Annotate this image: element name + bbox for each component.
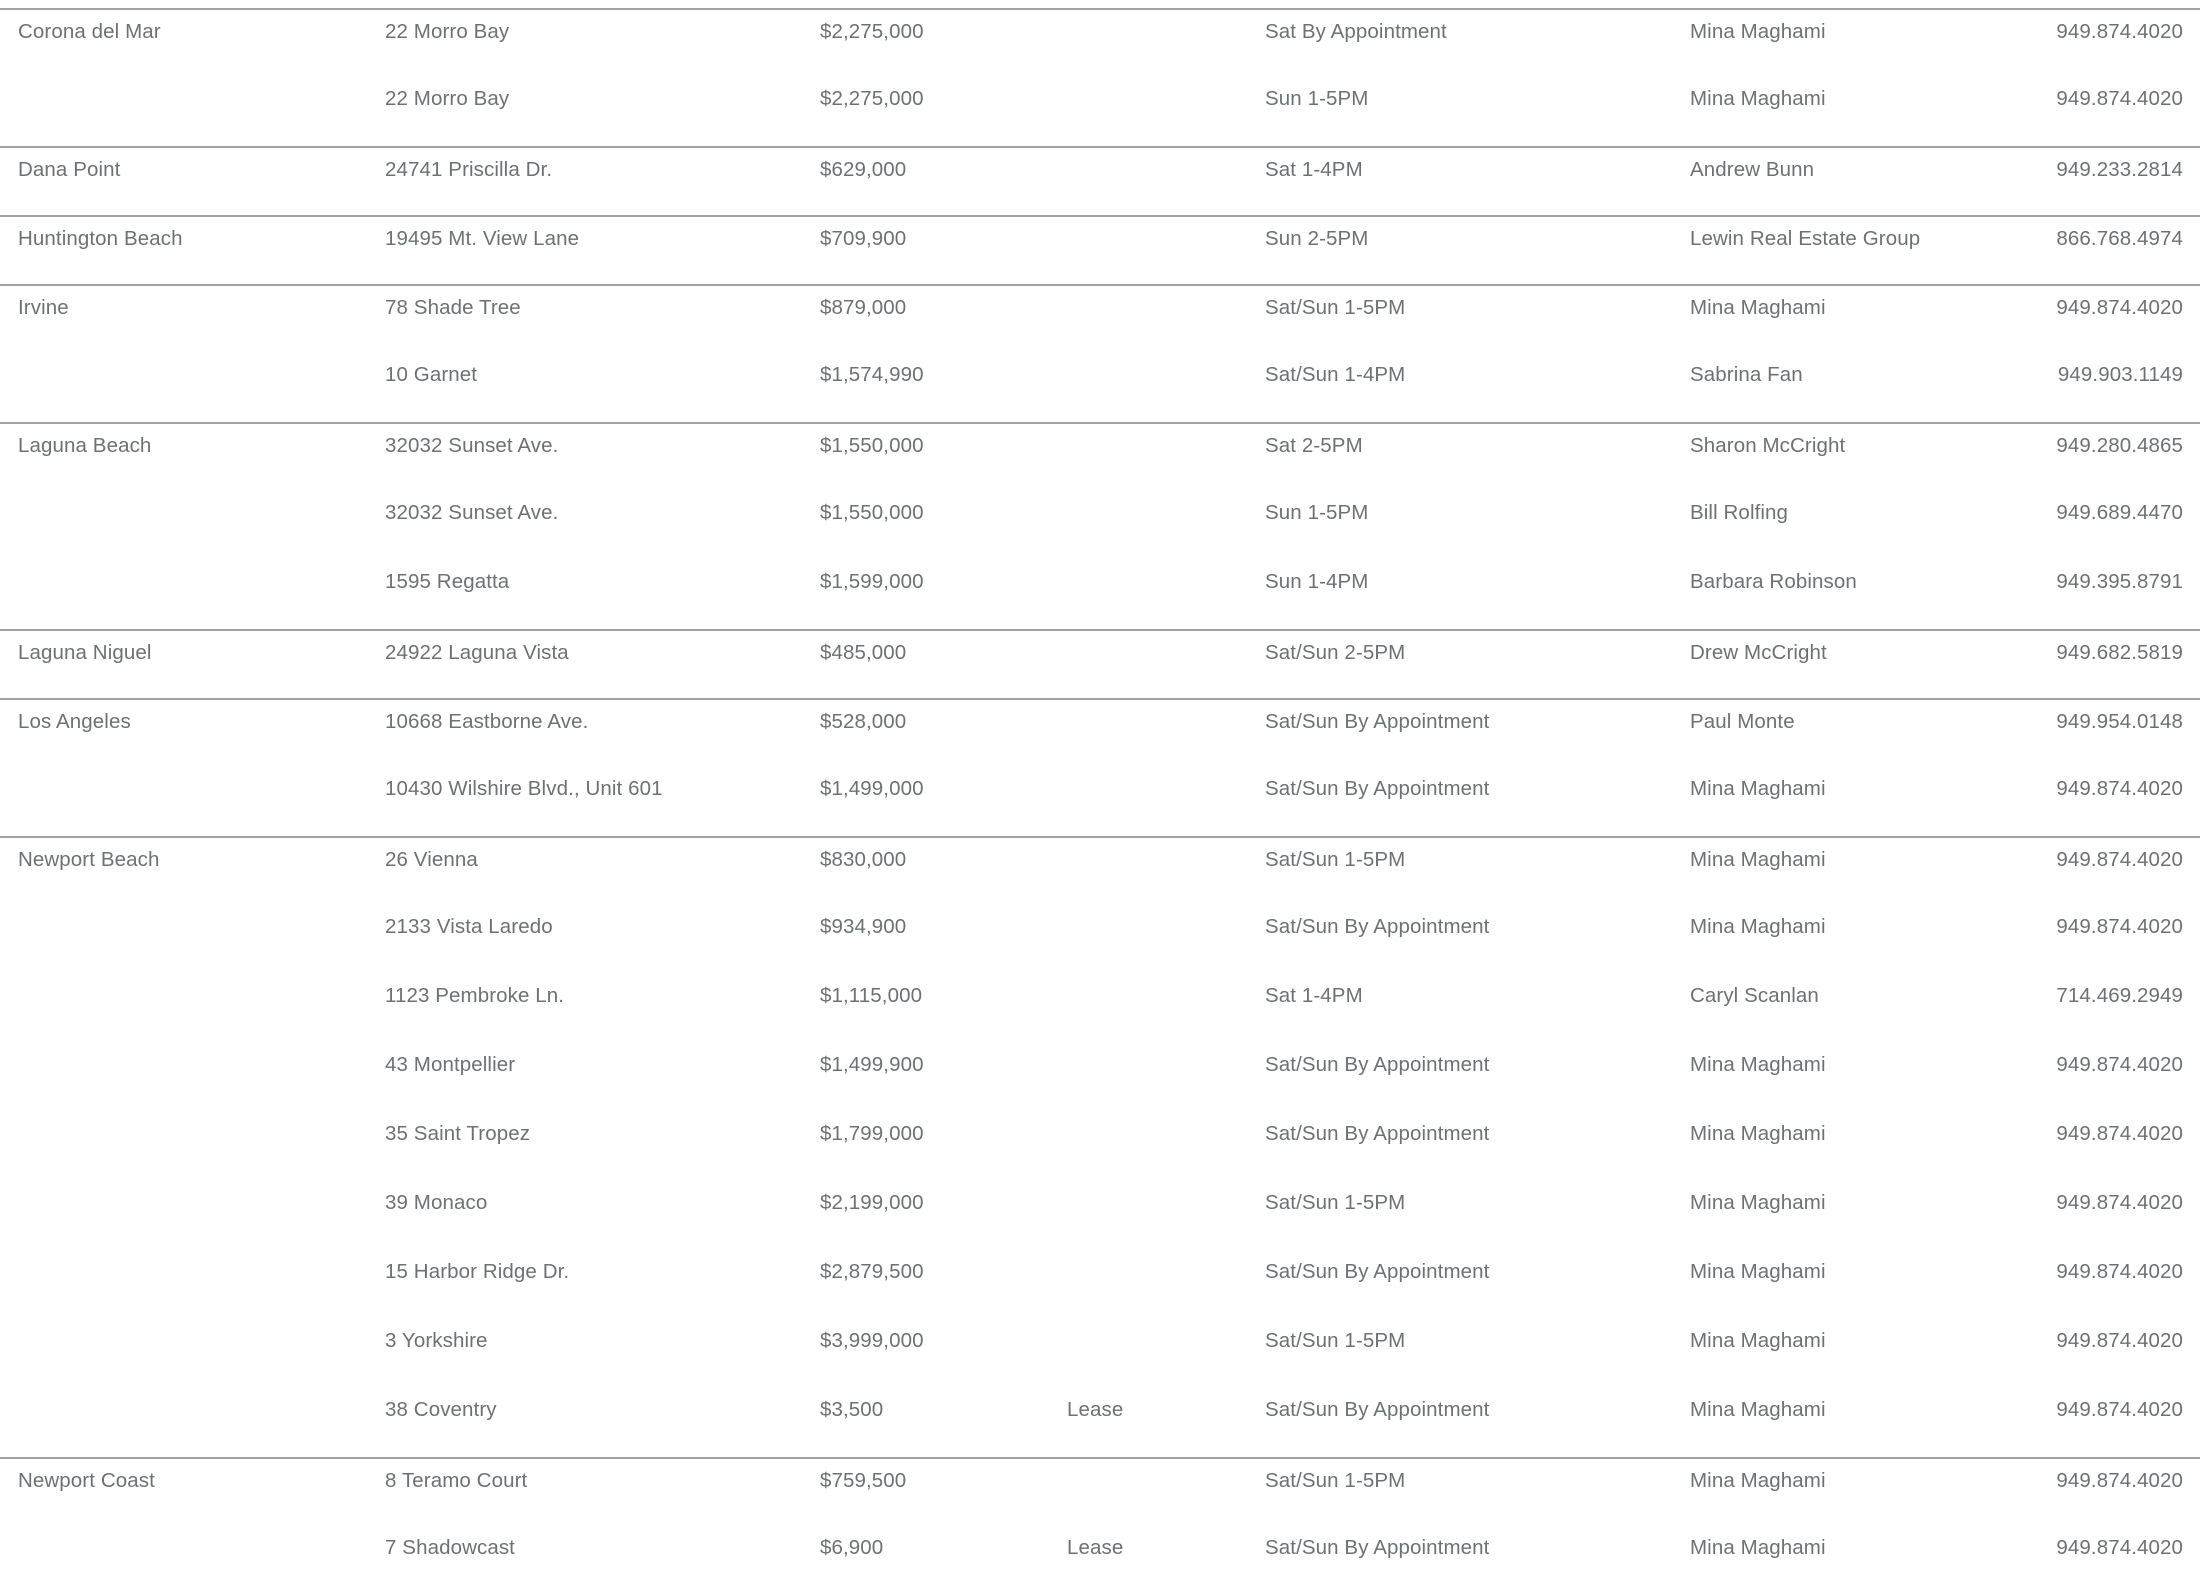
phone-cell: 949.874.4020 <box>2056 296 2183 319</box>
listing-row <box>0 1526 2200 1595</box>
lease-cell <box>1067 1250 1265 1319</box>
lease-cell <box>1067 424 1265 491</box>
time-cell: Sat 1-4PM <box>1265 984 1363 1007</box>
city-cell: Los Angeles <box>18 710 131 733</box>
agent-cell: Mina Maghami <box>1690 1536 1826 1559</box>
listing-row <box>0 353 2200 422</box>
phone-cell: 949.874.4020 <box>2056 915 2183 938</box>
agent-cell: Bill Rolfing <box>1690 501 1789 524</box>
agent-cell: Mina Maghami <box>1690 1053 1826 1076</box>
time-cell: Sat/Sun 1-5PM <box>1265 1329 1406 1352</box>
phone-cell: 949.233.2814 <box>2056 158 2183 181</box>
time-cell: Sun 2-5PM <box>1265 227 1369 250</box>
listing-row <box>0 1457 2200 1526</box>
lease-cell <box>1067 77 1265 146</box>
address-cell: 32032 Sunset Ave. <box>385 501 559 524</box>
agent-cell: Lewin Real Estate Group <box>1690 227 1921 250</box>
listing-row <box>0 284 2200 353</box>
phone-cell: 949.874.4020 <box>2056 1260 2183 1283</box>
phone-cell: 866.768.4974 <box>2056 227 2183 250</box>
listing-row <box>0 422 2200 491</box>
phone-cell: 949.874.4020 <box>2056 1398 2183 1421</box>
agent-cell: Mina Maghami <box>1690 1469 1826 1492</box>
agent-cell: Drew McCright <box>1690 641 1827 664</box>
phone-cell: 949.874.4020 <box>2056 1191 2183 1214</box>
lease-cell <box>1067 974 1265 1043</box>
city-cell <box>0 491 385 560</box>
listing-row <box>0 1319 2200 1388</box>
time-cell: Sun 1-4PM <box>1265 570 1369 593</box>
address-cell: 22 Morro Bay <box>385 87 510 110</box>
listing-row <box>0 77 2200 146</box>
time-cell: Sat 1-4PM <box>1265 158 1363 181</box>
city-cell: Newport Coast <box>18 1469 155 1492</box>
agent-cell: Andrew Bunn <box>1690 158 1815 181</box>
agent-cell: Mina Maghami <box>1690 915 1826 938</box>
price-cell: $1,550,000 <box>820 434 924 457</box>
time-cell: Sat/Sun 1-5PM <box>1265 848 1406 871</box>
phone-cell: 949.682.5819 <box>2056 641 2183 664</box>
price-cell: $3,999,000 <box>820 1329 924 1352</box>
phone-cell: 714.469.2949 <box>2056 984 2183 1007</box>
city-cell <box>0 1112 385 1181</box>
listing-row <box>0 698 2200 767</box>
address-cell: 10430 Wilshire Blvd., Unit 601 <box>385 777 663 800</box>
time-cell: Sat/Sun By Appointment <box>1265 777 1490 800</box>
listing-row <box>0 491 2200 560</box>
time-cell: Sat/Sun By Appointment <box>1265 915 1490 938</box>
address-cell: 22 Morro Bay <box>385 20 510 43</box>
city-cell: Huntington Beach <box>18 227 183 250</box>
listing-row <box>0 560 2200 629</box>
listing-row <box>0 836 2200 905</box>
city-cell <box>0 1319 385 1388</box>
phone-cell: 949.874.4020 <box>2056 20 2183 43</box>
lease-cell <box>1067 1043 1265 1112</box>
phone-cell: 949.689.4470 <box>2056 501 2183 524</box>
address-cell: 19495 Mt. View Lane <box>385 227 580 250</box>
agent-cell: Paul Monte <box>1690 710 1795 733</box>
time-cell: Sat/Sun 1-5PM <box>1265 1469 1406 1492</box>
price-cell: $485,000 <box>820 641 907 664</box>
time-cell: Sun 1-5PM <box>1265 87 1369 110</box>
lease-cell <box>1067 10 1265 77</box>
city-cell <box>0 353 385 422</box>
lease-cell <box>1067 631 1265 698</box>
price-cell: $1,574,990 <box>820 363 924 386</box>
price-cell: $879,000 <box>820 296 907 319</box>
lease-cell <box>1067 1181 1265 1250</box>
city-cell: Corona del Mar <box>18 20 161 43</box>
agent-cell: Mina Maghami <box>1690 20 1826 43</box>
price-cell: $2,199,000 <box>820 1191 924 1214</box>
phone-cell: 949.874.4020 <box>2056 1536 2183 1559</box>
listing-row <box>0 215 2200 284</box>
address-cell: 7 Shadowcast <box>385 1536 515 1559</box>
phone-cell: 949.395.8791 <box>2056 570 2183 593</box>
agent-cell: Mina Maghami <box>1690 1122 1826 1145</box>
listing-row <box>0 1250 2200 1319</box>
listing-row <box>0 1112 2200 1181</box>
price-cell: $528,000 <box>820 710 907 733</box>
city-cell <box>0 1388 385 1457</box>
agent-cell: Mina Maghami <box>1690 848 1826 871</box>
listing-row <box>0 974 2200 1043</box>
address-cell: 35 Saint Tropez <box>385 1122 531 1145</box>
price-cell: $830,000 <box>820 848 907 871</box>
address-cell: 78 Shade Tree <box>385 296 521 319</box>
address-cell: 2133 Vista Laredo <box>385 915 553 938</box>
address-cell: 15 Harbor Ridge Dr. <box>385 1260 570 1283</box>
lease-cell <box>1067 353 1265 422</box>
lease-cell <box>1067 491 1265 560</box>
price-cell: $629,000 <box>820 158 907 181</box>
lease-cell <box>1067 148 1265 215</box>
lease-cell <box>1067 838 1265 905</box>
phone-cell: 949.903.1149 <box>2057 363 2183 386</box>
agent-cell: Barbara Robinson <box>1690 570 1857 593</box>
time-cell: Sat/Sun By Appointment <box>1265 1122 1490 1145</box>
city-cell: Laguna Beach <box>18 434 152 457</box>
phone-cell: 949.874.4020 <box>2056 1469 2183 1492</box>
price-cell: $1,599,000 <box>820 570 924 593</box>
time-cell: Sat/Sun By Appointment <box>1265 710 1490 733</box>
lease-cell: Lease <box>1067 1536 1124 1559</box>
price-cell: $934,900 <box>820 915 907 938</box>
city-cell <box>0 1043 385 1112</box>
agent-cell: Sharon McCright <box>1690 434 1846 457</box>
listing-row <box>0 8 2200 77</box>
city-cell <box>0 767 385 836</box>
time-cell: Sat/Sun By Appointment <box>1265 1260 1490 1283</box>
city-cell <box>0 905 385 974</box>
price-cell: $2,275,000 <box>820 87 924 110</box>
address-cell: 3 Yorkshire <box>385 1329 488 1352</box>
phone-cell: 949.874.4020 <box>2056 87 2183 110</box>
time-cell: Sun 1-5PM <box>1265 501 1369 524</box>
city-cell <box>0 1526 385 1595</box>
city-cell <box>0 974 385 1043</box>
agent-cell: Mina Maghami <box>1690 1329 1826 1352</box>
address-cell: 26 Vienna <box>385 848 478 871</box>
price-cell: $759,500 <box>820 1469 907 1492</box>
phone-cell: 949.874.4020 <box>2056 1329 2183 1352</box>
address-cell: 39 Monaco <box>385 1191 488 1214</box>
price-cell: $6,900 <box>820 1536 884 1559</box>
lease-cell <box>1067 1319 1265 1388</box>
city-cell: Dana Point <box>18 158 121 181</box>
phone-cell: 949.874.4020 <box>2056 848 2183 871</box>
phone-cell: 949.954.0148 <box>2056 710 2183 733</box>
listing-row <box>0 146 2200 215</box>
address-cell: 24922 Laguna Vista <box>385 641 569 664</box>
city-cell <box>0 560 385 629</box>
price-cell: $1,115,000 <box>820 984 923 1007</box>
address-cell: 10 Garnet <box>385 363 478 386</box>
address-cell: 38 Coventry <box>385 1398 497 1421</box>
phone-cell: 949.280.4865 <box>2056 434 2183 457</box>
price-cell: $2,275,000 <box>820 20 924 43</box>
agent-cell: Caryl Scanlan <box>1690 984 1819 1007</box>
lease-cell <box>1067 286 1265 353</box>
city-cell <box>0 1250 385 1319</box>
agent-cell: Mina Maghami <box>1690 1191 1826 1214</box>
city-cell <box>0 1181 385 1250</box>
address-cell: 24741 Priscilla Dr. <box>385 158 553 181</box>
address-cell: 43 Montpellier <box>385 1053 516 1076</box>
agent-cell: Sabrina Fan <box>1690 363 1803 386</box>
address-cell: 1123 Pembroke Ln. <box>385 984 565 1007</box>
listing-row <box>0 629 2200 698</box>
listing-row <box>0 1388 2200 1457</box>
address-cell: 8 Teramo Court <box>385 1469 528 1492</box>
time-cell: Sat/Sun 1-5PM <box>1265 296 1406 319</box>
listing-row <box>0 767 2200 836</box>
time-cell: Sat/Sun By Appointment <box>1265 1398 1490 1421</box>
time-cell: Sat/Sun 1-4PM <box>1265 363 1406 386</box>
time-cell: Sat/Sun By Appointment <box>1265 1053 1490 1076</box>
listing-row <box>0 1181 2200 1250</box>
agent-cell: Mina Maghami <box>1690 87 1826 110</box>
listing-row <box>0 1043 2200 1112</box>
price-cell: $709,900 <box>820 227 907 250</box>
city-cell: Newport Beach <box>18 848 160 871</box>
price-cell: $2,879,500 <box>820 1260 924 1283</box>
agent-cell: Mina Maghami <box>1690 296 1826 319</box>
address-cell: 10668 Eastborne Ave. <box>385 710 589 733</box>
time-cell: Sat By Appointment <box>1265 20 1447 43</box>
time-cell: Sat/Sun 2-5PM <box>1265 641 1406 664</box>
price-cell: $3,500 <box>820 1398 884 1421</box>
lease-cell <box>1067 217 1265 284</box>
price-cell: $1,799,000 <box>820 1122 924 1145</box>
lease-cell <box>1067 1112 1265 1181</box>
phone-cell: 949.874.4020 <box>2056 1122 2183 1145</box>
lease-cell <box>1067 1459 1265 1526</box>
city-cell: Irvine <box>18 296 69 319</box>
lease-cell <box>1067 700 1265 767</box>
lease-cell <box>1067 560 1265 629</box>
phone-cell: 949.874.4020 <box>2056 1053 2183 1076</box>
time-cell: Sat 2-5PM <box>1265 434 1363 457</box>
lease-cell <box>1067 905 1265 974</box>
open-house-table <box>0 8 2200 1595</box>
agent-cell: Mina Maghami <box>1690 1260 1826 1283</box>
agent-cell: Mina Maghami <box>1690 777 1826 800</box>
address-cell: 1595 Regatta <box>385 570 510 593</box>
city-cell <box>0 77 385 146</box>
price-cell: $1,499,900 <box>820 1053 924 1076</box>
agent-cell: Mina Maghami <box>1690 1398 1826 1421</box>
time-cell: Sat/Sun 1-5PM <box>1265 1191 1406 1214</box>
phone-cell: 949.874.4020 <box>2056 777 2183 800</box>
lease-cell <box>1067 767 1265 836</box>
lease-cell: Lease <box>1067 1398 1124 1421</box>
time-cell: Sat/Sun By Appointment <box>1265 1536 1490 1559</box>
address-cell: 32032 Sunset Ave. <box>385 434 559 457</box>
price-cell: $1,550,000 <box>820 501 924 524</box>
listing-row <box>0 905 2200 974</box>
price-cell: $1,499,000 <box>820 777 924 800</box>
city-cell: Laguna Niguel <box>18 641 152 664</box>
